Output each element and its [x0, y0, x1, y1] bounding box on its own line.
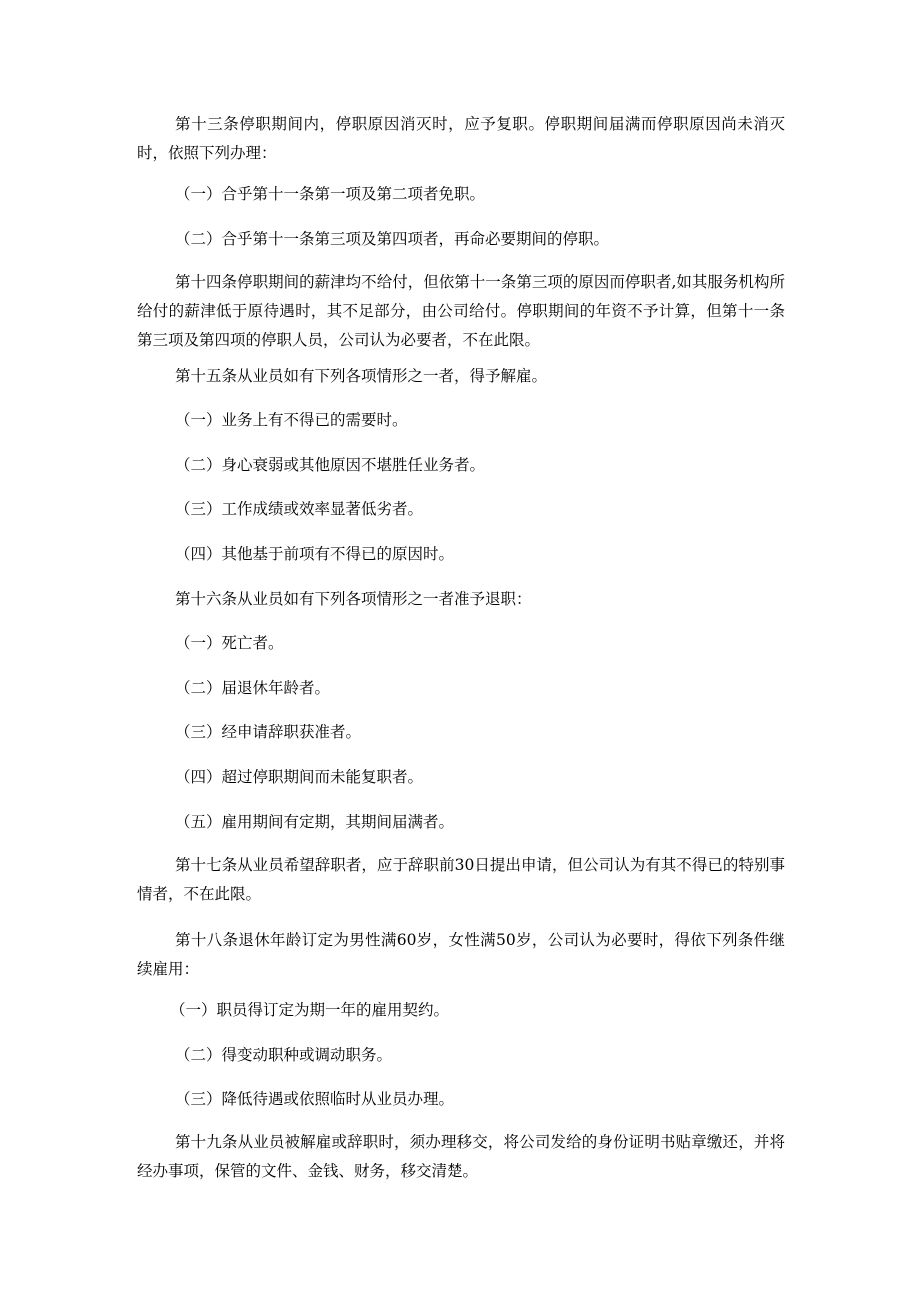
article-16-item-4: （四）超过停职期间而未能复职者。 — [175, 768, 424, 786]
article-16-item-3: （三）经申请辞职获准者。 — [175, 723, 362, 741]
article-18-item-3: （三）降低待遇或依照临时从业员办理。 — [175, 1090, 455, 1108]
article-18-item-1: （一）职员得订定为期一年的雇用契约。 — [170, 1001, 450, 1019]
article-15-item-4: （四）其他基于前项有不得已的原因时。 — [175, 545, 455, 563]
article-15-item-2: （二）身心衰弱或其他原因不堪胜任业务者。 — [175, 456, 486, 474]
article-19: 第十九条从业员被解雇或辞职时，须办理移交，将公司发给的身份证明书贴章缴还，并将经办事项，保管的文件、金钱、财务，移交清楚。 — [137, 1133, 785, 1180]
article-14: 第十四条停职期间的薪津均不给付，但依第十一条第三项的原因而停职者,如其服务机构所给付的薪津低于原待遇时，其不足部分，由公司给付。停职期间的年资不予计算，但第十一条第三项及第四项的停职人员，公司认为必要者，不在此限。 — [137, 273, 785, 349]
article-15: 第十五条从业员如有下列各项情形之一者，得予解雇。 — [175, 367, 548, 385]
article-13: 第十三条停职期间内，停职原因消灭时，应予复职。停职期间届满而停职原因尚未消灭时，依照下列办理： — [137, 115, 785, 162]
article-17: 第十七条从业员希望辞职者，应于辞职前30日提出申请，但公司认为有其不得已的特别事情者，不在此限。 — [137, 856, 785, 903]
article-13-item-2: （二）合乎第十一条第三项及第四项者，再命必要期间的停职。 — [175, 230, 610, 248]
article-16-item-5: （五）雇用期间有定期，其期间届满者。 — [175, 813, 455, 831]
article-18: 第十八条退休年龄订定为男性满60岁，女性满50岁，公司认为必要时，得依下列条件继续雇用： — [137, 931, 785, 978]
article-15-item-1: （一）业务上有不得已的需要时。 — [175, 411, 408, 429]
article-18-item-2: （二）得变动职种或调动职务。 — [175, 1046, 393, 1064]
article-16-item-2: （二）届退休年龄者。 — [175, 679, 331, 697]
article-16: 第十六条从业员如有下列各项情形之一者准予退职： — [175, 590, 532, 608]
article-13-item-1: （一）合乎第十一条第一项及第二项者免职。 — [175, 185, 486, 203]
article-15-item-3: （三）工作成绩或效率显著低劣者。 — [175, 500, 424, 518]
article-16-item-1: （一）死亡者。 — [175, 634, 284, 652]
